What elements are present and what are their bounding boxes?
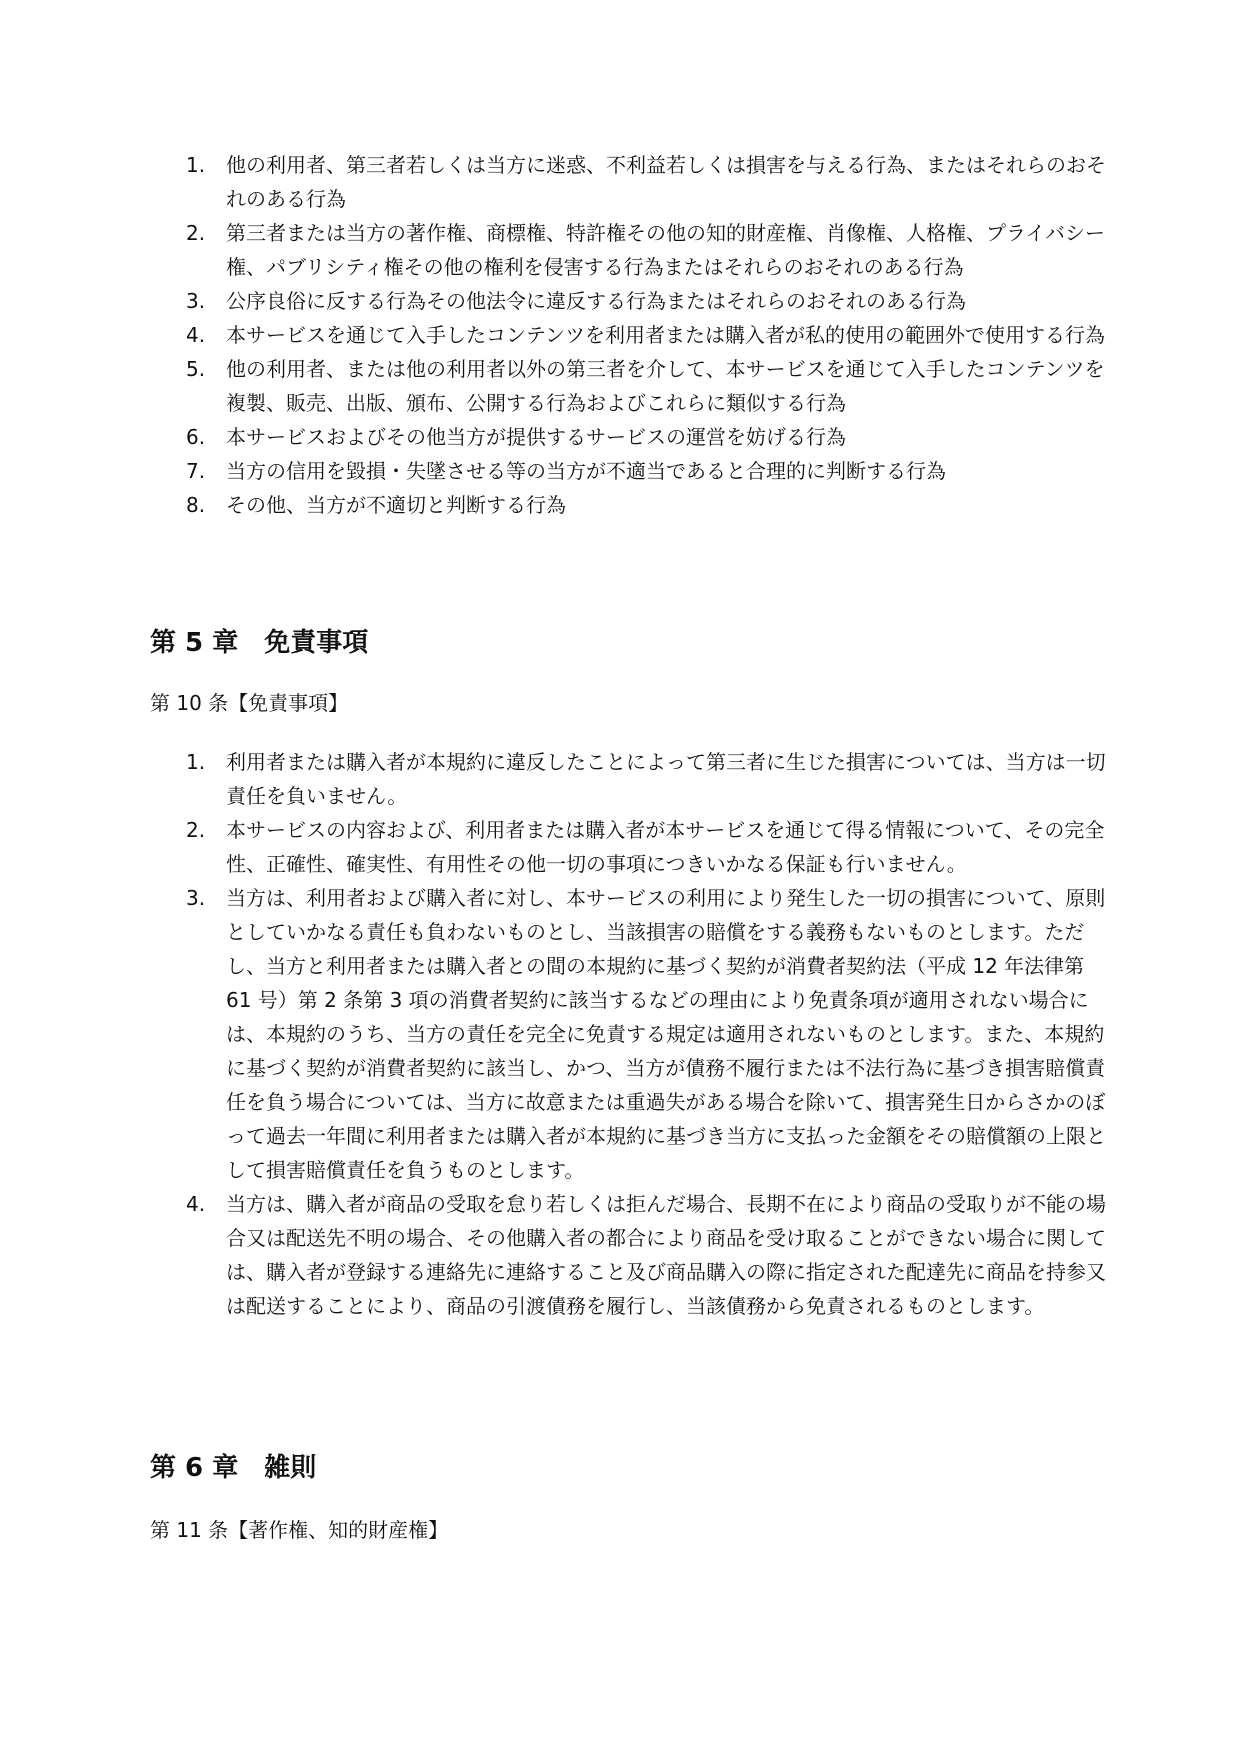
item-text: 本サービスおよびその他当方が提供するサービスの運営を妨げる行為: [226, 425, 846, 449]
list-item: [0, 745, 1106, 813]
item-number: 1.: [186, 750, 206, 774]
list-item: [0, 454, 1106, 488]
disclaimer-list: [0, 745, 1106, 1323]
item-text: その他、当方が不適切と判断する行為: [226, 493, 566, 517]
list-item: [0, 352, 1106, 420]
list-item: [0, 813, 1106, 881]
list-item: [0, 488, 1106, 522]
item-number: 5.: [186, 357, 206, 381]
item-text: 当方の信用を毀損・失墜させる等の当方が不適当であると合理的に判断する行為: [226, 459, 946, 483]
item-number: 8.: [186, 493, 206, 517]
article-heading: 第 11 条【著作権、知的財産権】: [150, 1518, 449, 1542]
item-text: 本サービスを通じて入手したコンテンツを利用者または購入者が私的使用の範囲外で使用する行為: [226, 323, 1105, 347]
item-number: 2.: [186, 221, 206, 245]
item-text: 当方は、利用者および購入者に対し、本サービスの利用により発生した一切の損害について、原則としていかなる責任も負わないものとし、当該損害の賠償をする義務もないものとします。ただし、当方と利用者または購入者との間の本規約に基づく契約が消費者契約法（平成 12 年法律第 61 号）第 2 条第 3 項の消費者契約に該当するなどの理由により免責条項が適用されない場合には、本規約のうち、当方の責任を完全に免責する規定は適用されないものとします。また、本規約に基づく契約が消費者契約に該当し、かつ、当方が債務不履行または不法行為に基づき損害賠償責任を負う場合については、当方に故意または重過失がある場合を除いて、損害発生日からさかのぼって過去一年間に利用者または購入者が本規約に基づき当方に支払った金額をその賠償額の上限として損害賠償責任を負うものとします。: [226, 886, 1106, 1182]
item-number: 7.: [186, 459, 206, 483]
item-number: 4.: [186, 1192, 206, 1216]
prohibited-acts-list: [0, 148, 1106, 522]
list-item: [0, 881, 1106, 1187]
list-item: [0, 420, 1106, 454]
item-text: 本サービスの内容および、利用者または購入者が本サービスを通じて得る情報について、その完全性、正確性、確実性、有用性その他一切の事項につきいかなる保証も行いません。: [226, 818, 1105, 876]
list-item: [0, 1187, 1106, 1323]
list-item: [0, 284, 1106, 318]
chapter-heading: 第 6 章 雑則: [150, 1453, 317, 1483]
list-item: [0, 216, 1106, 284]
item-number: 3.: [186, 886, 206, 910]
chapter-heading: 第 5 章 免責事項: [150, 628, 369, 658]
item-text: 第三者または当方の著作権、商標権、特許権その他の知的財産権、肖像権、人格権、プライバシー権、パブリシティ権その他の権利を侵害する行為またはそれらのおそれのある行為: [226, 221, 1105, 279]
item-number: 3.: [186, 289, 206, 313]
list-item: [0, 148, 1106, 216]
item-number: 1.: [186, 153, 206, 177]
item-text: 利用者または購入者が本規約に違反したことによって第三者に生じた損害については、当方は一切責任を負いません。: [226, 750, 1106, 808]
item-number: 6.: [186, 425, 206, 449]
article-heading: 第 10 条【免責事項】: [150, 691, 349, 715]
item-number: 4.: [186, 323, 206, 347]
item-text: 当方は、購入者が商品の受取を怠り若しくは拒んだ場合、長期不在により商品の受取りが不能の場合又は配送先不明の場合、その他購入者の都合により商品を受け取ることができない場合に関しては、購入者が登録する連絡先に連絡すること及び商品購入の際に指定された配達先に商品を持参又は配送することにより、商品の引渡債務を履行し、当該債務から免責されるものとします。: [226, 1192, 1106, 1318]
item-text: 他の利用者、または他の利用者以外の第三者を介して、本サービスを通じて入手したコンテンツを複製、販売、出版、頒布、公開する行為およびこれらに類似する行為: [226, 357, 1105, 415]
item-text: 公序良俗に反する行為その他法令に違反する行為またはそれらのおそれのある行為: [226, 289, 966, 313]
item-text: 他の利用者、第三者若しくは当方に迷惑、不利益若しくは損害を与える行為、またはそれらのおそれのある行為: [226, 153, 1106, 211]
item-number: 2.: [186, 818, 206, 842]
list-item: [0, 318, 1106, 352]
